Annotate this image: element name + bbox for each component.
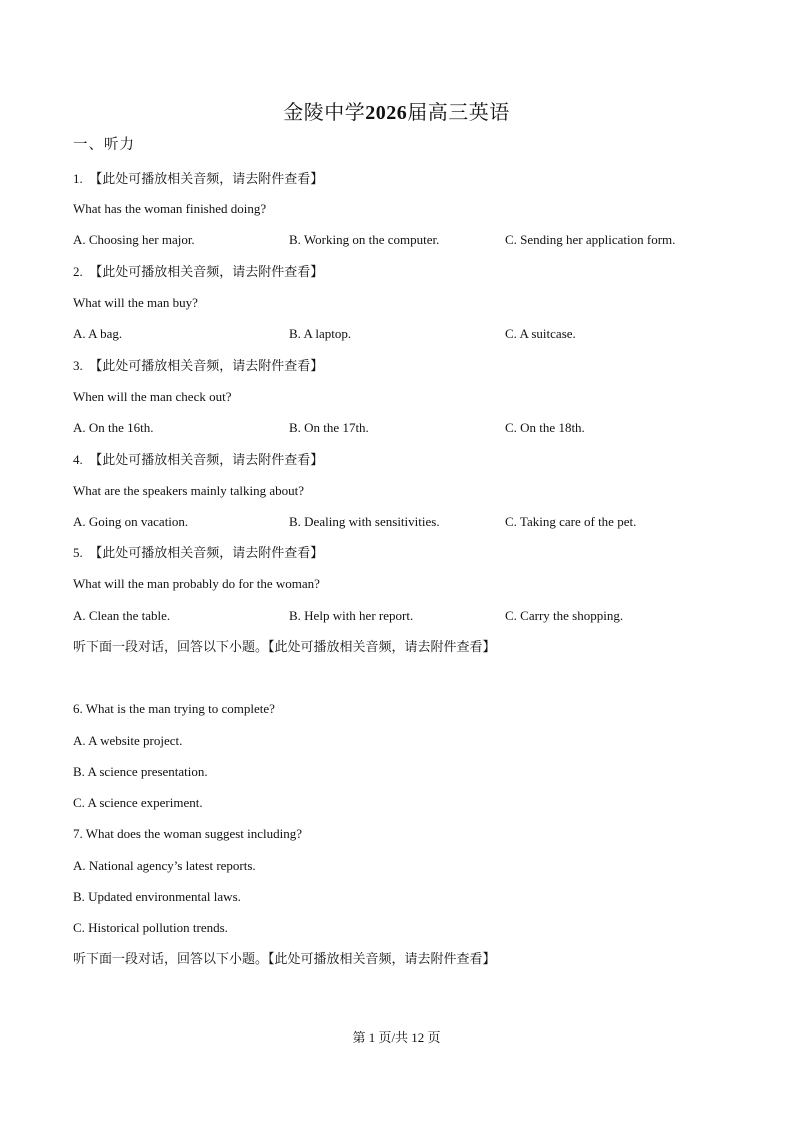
section-heading: 一、听力 (73, 137, 135, 153)
q6-option-c: C. A science experiment. (73, 795, 203, 810)
q4-option-a: A. Going on vacation. (73, 514, 189, 529)
q5-option-a: A. Clean the table. (73, 608, 171, 623)
question-4-header: 4. 【此处可播放相关音频，请去附件查看】 (73, 452, 324, 467)
title-suffix: 届高三英语 (407, 102, 510, 124)
q3-option-b: B. On the 17th. (289, 420, 369, 435)
q7-option-c: C. Historical pollution trends. (73, 920, 228, 935)
audio-note[interactable]: 【此处可播放相关音频，请去附件查看】 (89, 171, 324, 186)
long-dialogue-intro-1[interactable]: 听下面一段对话，回答以下小题。【此处可播放相关音频，请去附件查看】 (73, 639, 496, 654)
question-2-text: What will the man buy? (73, 295, 198, 310)
question-3-text: When will the man check out? (73, 389, 232, 404)
title-year: 2026 (365, 102, 408, 124)
document-title (0, 96, 793, 125)
q2-option-b: B. A laptop. (289, 326, 352, 341)
q7-option-b: B. Updated environmental laws. (73, 889, 241, 904)
question-3-header: 3. 【此处可播放相关音频，请去附件查看】 (73, 358, 324, 373)
question-2-header: 2. 【此处可播放相关音频，请去附件查看】 (73, 264, 324, 279)
q6-option-b: B. A science presentation. (73, 764, 208, 779)
q4-option-c: C. Taking care of the pet. (505, 514, 637, 529)
q1-option-c: C. Sending her application form. (505, 232, 676, 247)
q2-option-a: A. A bag. (73, 326, 123, 341)
question-5-header: 5. 【此处可播放相关音频，请去附件查看】 (73, 545, 324, 560)
q6-option-a: A. A website project. (73, 733, 183, 748)
question-1-header: 1. 【此处可播放相关音频，请去附件查看】 (73, 171, 324, 186)
q4-option-b: B. Dealing with sensitivities. (289, 514, 440, 529)
q1-option-b: B. Working on the computer. (289, 232, 440, 247)
audio-note[interactable]: 【此处可播放相关音频，请去附件查看】 (89, 358, 324, 373)
question-6-text: 6. What is the man trying to complete? (73, 701, 275, 716)
audio-note[interactable]: 【此处可播放相关音频，请去附件查看】 (89, 264, 324, 279)
q5-option-c: C. Carry the shopping. (505, 608, 624, 623)
question-4-text: What are the speakers mainly talking about? (73, 483, 305, 498)
page-footer: 第 1 页/共 12 页 (352, 1030, 441, 1045)
q5-option-b: B. Help with her report. (289, 608, 414, 623)
long-dialogue-intro-2[interactable]: 听下面一段对话，回答以下小题。【此处可播放相关音频，请去附件查看】 (73, 951, 496, 966)
question-1-text: What has the woman finished doing? (73, 201, 267, 216)
q3-option-c: C. On the 18th. (505, 420, 585, 435)
q2-option-c: C. A suitcase. (505, 326, 576, 341)
question-7-text: 7. What does the woman suggest including? (73, 826, 303, 841)
q1-option-a: A. Choosing her major. (73, 232, 195, 247)
audio-note[interactable]: 【此处可播放相关音频，请去附件查看】 (89, 452, 324, 467)
question-5-text: What will the man probably do for the woman? (73, 576, 320, 591)
title-prefix: 金陵中学 (283, 102, 366, 124)
audio-note[interactable]: 【此处可播放相关音频，请去附件查看】 (89, 545, 324, 560)
q3-option-a: A. On the 16th. (73, 420, 154, 435)
q7-option-a: A. National agency’s latest reports. (73, 858, 256, 873)
